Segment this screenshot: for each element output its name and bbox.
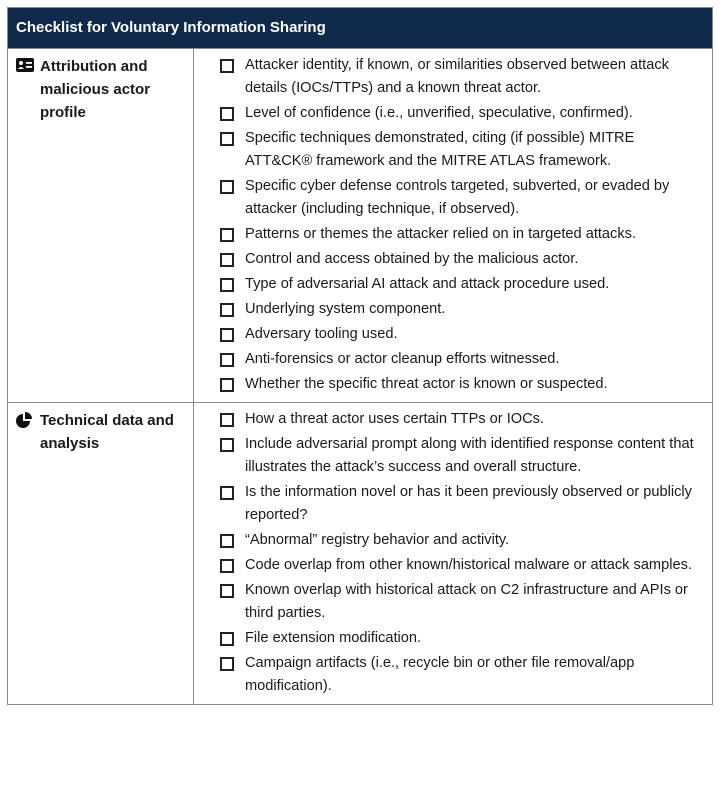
checkbox[interactable]: [220, 303, 234, 317]
checkbox[interactable]: [220, 180, 234, 194]
item-list: [194, 403, 712, 704]
list-item: Type of adversarial AI attack and attack procedure used.: [220, 273, 704, 296]
list-item: Anti-forensics or actor cleanup efforts witnessed.: [220, 348, 704, 371]
checkbox[interactable]: [220, 253, 234, 267]
list-item: “Abnormal” registry behavior and activity.: [220, 529, 704, 552]
list-item: Include adversarial prompt along with identified response content that illustrates the attack’s success and overall structure.: [220, 433, 704, 479]
checkbox[interactable]: [220, 559, 234, 573]
pie-chart-icon: [16, 409, 40, 433]
checkbox[interactable]: [220, 278, 234, 292]
checkbox[interactable]: [220, 353, 234, 367]
id-card-icon: [16, 55, 40, 77]
list-item: Underlying system component.: [220, 298, 704, 321]
checkbox[interactable]: [220, 107, 234, 121]
checkbox[interactable]: [220, 632, 234, 646]
list-item: Specific cyber defense controls targeted, subverted, or evaded by attacker (including technique, if observed).: [220, 175, 704, 221]
category-cell: [8, 49, 194, 402]
checkbox[interactable]: [220, 657, 234, 671]
checkbox[interactable]: [220, 132, 234, 146]
list-item: Known overlap with historical attack on C2 infrastructure and APIs or third parties.: [220, 579, 704, 625]
checkbox[interactable]: [220, 413, 234, 427]
list-item: Patterns or themes the attacker relied on in targeted attacks.: [220, 223, 704, 246]
list-item: Whether the specific threat actor is known or suspected.: [220, 373, 704, 396]
checkbox[interactable]: [220, 328, 234, 342]
list-item: How a threat actor uses certain TTPs or IOCs.: [220, 408, 704, 431]
checkbox[interactable]: [220, 228, 234, 242]
list-item: File extension modification.: [220, 627, 704, 650]
checkbox[interactable]: [220, 378, 234, 392]
list-item: Code overlap from other known/historical malware or attack samples.: [220, 554, 704, 577]
checkbox[interactable]: [220, 486, 234, 500]
checkbox[interactable]: [220, 584, 234, 598]
list-item: Level of confidence (i.e., unverified, speculative, confirmed).: [220, 102, 704, 125]
category-label: Technical data and analysis: [40, 412, 174, 452]
checkbox[interactable]: [220, 59, 234, 73]
list-item: Is the information novel or has it been previously observed or publicly reported?: [220, 481, 704, 527]
section-attribution: [8, 48, 712, 402]
category-cell: [8, 403, 194, 704]
section-technical: [8, 402, 712, 704]
list-item: Specific techniques demonstrated, citing (if possible) MITRE ATT&CK® framework and the MITRE ATLAS framework.: [220, 127, 704, 173]
item-list: [194, 49, 712, 402]
checkbox[interactable]: [220, 534, 234, 548]
checklist-table: [7, 7, 713, 705]
checkbox[interactable]: [220, 438, 234, 452]
category-label: Attribution and malicious actor profile: [40, 58, 151, 121]
list-item: Control and access obtained by the malicious actor.: [220, 248, 704, 271]
table-header: Checklist for Voluntary Information Sharing: [8, 8, 712, 48]
list-item: Attacker identity, if known, or similarities observed between attack details (IOCs/TTPs) and a known threat actor.: [220, 54, 704, 100]
list-item: Campaign artifacts (i.e., recycle bin or other file removal/app modification).: [220, 652, 704, 698]
list-item: Adversary tooling used.: [220, 323, 704, 346]
